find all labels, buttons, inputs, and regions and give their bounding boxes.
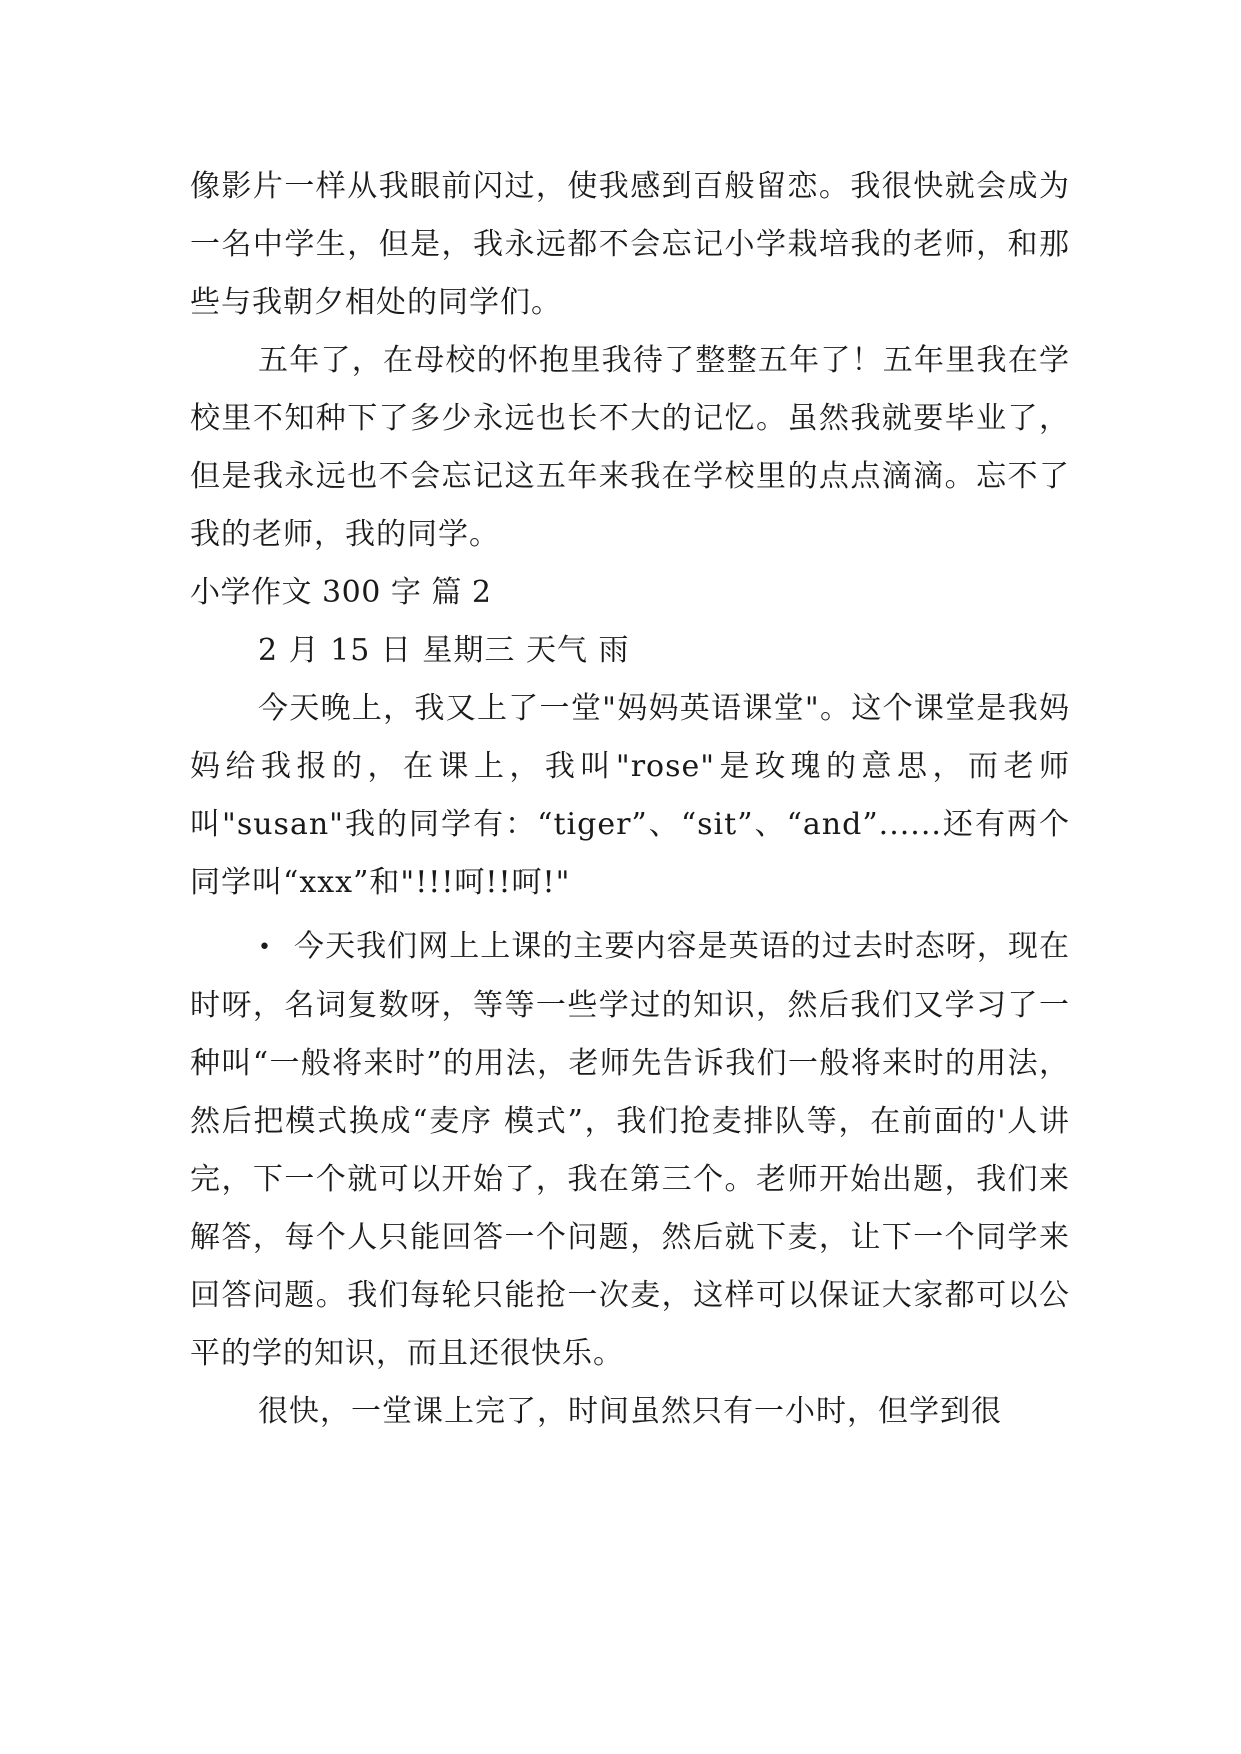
- date-line: 2 月 15 日 星期三 天气 雨: [258, 633, 630, 668]
- paragraph-continued: 像影片一样从我眼前闪过，使我感到百般留恋。我很快就会成为一名中学生，但是，我永远都不会忘记小学栽培我的老师，和那些与我朝夕相处的同学们。: [190, 169, 1070, 320]
- bullet-paragraph-text: 今天我们网上上课的主要内容是英语的过去时态呀，现在时呀，名词复数呀，等等一些学过的知识，然后我们又学习了一种叫“一般将来时”的用法，老师先告诉我们一般将来时的用法，然后把模式换成“麦序 模式”，我们抢麦排队等，在前面的'人讲完，下一个就可以开始了，我在第三个。老师开始出题，我们来解答，每个人只能回答一个问题，然后就下麦，让下一个同学来回答问题。我们每轮只能抢一次麦，这样可以保证大家都可以公平的学的知识，而且还很快乐。: [190, 929, 1070, 1371]
- bullet-paragraph: [190, 918, 1070, 1383]
- document-body: [190, 158, 1070, 1441]
- paragraph-english-class: 今天晚上，我又上了一堂"妈妈英语课堂"。这个课堂是我妈妈给我报的，在课上，我叫"rose"是玫瑰的意思，而老师叫"susan"我的同学有：“tiger”、“sit”、“and”......还有两个同学叫“xxx”和"!!!呵!!呵!": [190, 691, 1070, 900]
- paragraph-five-years: 五年了，在母校的怀抱里我待了整整五年了！五年里我在学校里不知种下了多少永远也长不大的记忆。虽然我就要毕业了，但是我永远也不会忘记这五年来我在学校里的点点滴滴。忘不了我的老师，我的同学。: [190, 343, 1070, 552]
- bullet-dot-icon: •: [258, 935, 272, 960]
- section-title: 小学作文 300 字 篇 2: [190, 575, 492, 610]
- paragraph-last: 很快，一堂课上完了，时间虽然只有一小时，但学到很: [258, 1394, 1002, 1429]
